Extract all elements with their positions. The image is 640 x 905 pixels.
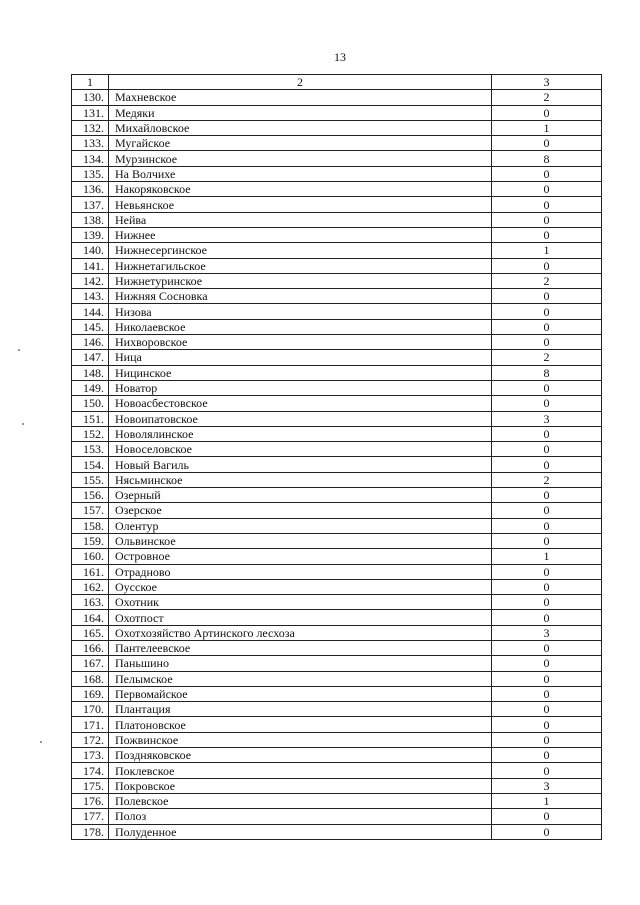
row-number: 142. (72, 273, 109, 288)
row-value: 0 (492, 488, 602, 503)
table-row (72, 166, 602, 181)
row-name: Нихворовское (109, 335, 492, 350)
header-row (72, 75, 602, 90)
table-row (72, 778, 602, 793)
row-number: 168. (72, 671, 109, 686)
row-value: 2 (492, 472, 602, 487)
row-name: Полоз (109, 809, 492, 824)
row-value: 0 (492, 380, 602, 395)
table-row (72, 549, 602, 564)
row-name: Новатор (109, 380, 492, 395)
row-number: 152. (72, 426, 109, 441)
table-row (72, 518, 602, 533)
row-name: Озерское (109, 503, 492, 518)
row-name: Олентур (109, 518, 492, 533)
table-row (72, 243, 602, 258)
row-number: 151. (72, 411, 109, 426)
row-name: Пожвинское (109, 732, 492, 747)
row-name: Поклевское (109, 763, 492, 778)
row-number: 166. (72, 640, 109, 655)
row-value: 8 (492, 151, 602, 166)
table-row (72, 503, 602, 518)
row-value: 0 (492, 717, 602, 732)
data-table (71, 74, 602, 840)
row-number: 172. (72, 732, 109, 747)
row-name: Ольвинское (109, 533, 492, 548)
row-value: 1 (492, 793, 602, 808)
table-row (72, 579, 602, 594)
row-value: 0 (492, 824, 602, 839)
row-name: Первомайское (109, 686, 492, 701)
row-value: 0 (492, 289, 602, 304)
header-col-1: 1 (72, 75, 109, 90)
row-value: 0 (492, 304, 602, 319)
table-row (72, 426, 602, 441)
row-value: 0 (492, 335, 602, 350)
row-name: Пелымское (109, 671, 492, 686)
row-name: На Волчихе (109, 166, 492, 181)
row-value: 0 (492, 457, 602, 472)
row-number: 174. (72, 763, 109, 778)
row-number: 170. (72, 702, 109, 717)
row-name: Мурзинское (109, 151, 492, 166)
row-value: 0 (492, 319, 602, 334)
scan-speck (40, 741, 42, 743)
row-number: 171. (72, 717, 109, 732)
row-name: Нижнетуринское (109, 273, 492, 288)
table-row (72, 457, 602, 472)
table-row (72, 273, 602, 288)
scan-speck (18, 349, 20, 351)
row-number: 145. (72, 319, 109, 334)
table-row (72, 335, 602, 350)
row-number: 141. (72, 258, 109, 273)
scan-speck (22, 423, 24, 425)
table-row (72, 350, 602, 365)
row-value: 3 (492, 411, 602, 426)
table-row (72, 748, 602, 763)
row-value: 0 (492, 396, 602, 411)
table-row (72, 304, 602, 319)
row-value: 0 (492, 610, 602, 625)
row-name: Новоселовское (109, 442, 492, 457)
row-value: 0 (492, 518, 602, 533)
row-number: 164. (72, 610, 109, 625)
row-value: 3 (492, 625, 602, 640)
row-value: 2 (492, 90, 602, 105)
row-value: 3 (492, 778, 602, 793)
table-row (72, 793, 602, 808)
table-row (72, 396, 602, 411)
row-number: 161. (72, 564, 109, 579)
row-value: 1 (492, 243, 602, 258)
table-row (72, 702, 602, 717)
row-name: Новоипатовское (109, 411, 492, 426)
table-header (72, 75, 602, 90)
table-row (72, 319, 602, 334)
row-value: 0 (492, 136, 602, 151)
table-row (72, 656, 602, 671)
row-name: Нейва (109, 212, 492, 227)
row-name: Покровское (109, 778, 492, 793)
table-row (72, 227, 602, 242)
row-value: 0 (492, 595, 602, 610)
row-number: 153. (72, 442, 109, 457)
row-number: 147. (72, 350, 109, 365)
table-row (72, 564, 602, 579)
row-number: 160. (72, 549, 109, 564)
row-value: 0 (492, 732, 602, 747)
row-value: 0 (492, 166, 602, 181)
row-number: 137. (72, 197, 109, 212)
row-number: 165. (72, 625, 109, 640)
row-value: 0 (492, 809, 602, 824)
table-row (72, 365, 602, 380)
row-value: 2 (492, 350, 602, 365)
row-number: 146. (72, 335, 109, 350)
row-value: 0 (492, 227, 602, 242)
row-number: 156. (72, 488, 109, 503)
row-name: Оусское (109, 579, 492, 594)
table-row (72, 686, 602, 701)
row-number: 173. (72, 748, 109, 763)
table-row (72, 717, 602, 732)
table-row (72, 610, 602, 625)
table-row (72, 625, 602, 640)
row-name: Новолялинское (109, 426, 492, 441)
row-value: 0 (492, 702, 602, 717)
row-value: 8 (492, 365, 602, 380)
row-number: 134. (72, 151, 109, 166)
row-number: 148. (72, 365, 109, 380)
row-value: 0 (492, 212, 602, 227)
table-row (72, 472, 602, 487)
row-name: Озерный (109, 488, 492, 503)
page-number: 13 (334, 50, 346, 64)
table-row (72, 90, 602, 105)
row-value: 0 (492, 748, 602, 763)
table-row (72, 671, 602, 686)
row-name: Платоновское (109, 717, 492, 732)
row-name: Нижнетагильское (109, 258, 492, 273)
row-number: 176. (72, 793, 109, 808)
table-body (72, 90, 602, 840)
row-number: 136. (72, 182, 109, 197)
row-name: Ницинское (109, 365, 492, 380)
table-row (72, 120, 602, 135)
row-number: 177. (72, 809, 109, 824)
row-name: Отрадново (109, 564, 492, 579)
row-name: Медяки (109, 105, 492, 120)
row-name: Полуденное (109, 824, 492, 839)
header-col-2: 2 (109, 75, 492, 90)
table-row (72, 182, 602, 197)
row-number: 131. (72, 105, 109, 120)
row-name: Островное (109, 549, 492, 564)
table-row (72, 380, 602, 395)
row-number: 133. (72, 136, 109, 151)
row-number: 155. (72, 472, 109, 487)
row-number: 175. (72, 778, 109, 793)
row-value: 1 (492, 120, 602, 135)
row-number: 132. (72, 120, 109, 135)
row-value: 1 (492, 549, 602, 564)
row-name: Михайловское (109, 120, 492, 135)
table-row (72, 533, 602, 548)
table-row (72, 732, 602, 747)
row-value: 0 (492, 182, 602, 197)
row-name: Низова (109, 304, 492, 319)
row-number: 163. (72, 595, 109, 610)
row-value: 0 (492, 533, 602, 548)
table-row (72, 488, 602, 503)
row-value: 0 (492, 258, 602, 273)
row-number: 167. (72, 656, 109, 671)
row-name: Охотхозяйство Артинского лесхоза (109, 625, 492, 640)
table-row (72, 197, 602, 212)
row-name: Новоасбестовское (109, 396, 492, 411)
row-value: 0 (492, 763, 602, 778)
table-row (72, 442, 602, 457)
row-name: Ница (109, 350, 492, 365)
row-number: 135. (72, 166, 109, 181)
row-number: 144. (72, 304, 109, 319)
row-name: Охотпост (109, 610, 492, 625)
row-number: 158. (72, 518, 109, 533)
row-name: Нижнее (109, 227, 492, 242)
row-name: Нижнесергинское (109, 243, 492, 258)
row-name: Плантация (109, 702, 492, 717)
row-name: Пантелеевское (109, 640, 492, 655)
row-name: Охотник (109, 595, 492, 610)
row-number: 149. (72, 380, 109, 395)
table-row (72, 258, 602, 273)
row-name: Новый Вагиль (109, 457, 492, 472)
row-number: 139. (72, 227, 109, 242)
row-number: 157. (72, 503, 109, 518)
table-row (72, 824, 602, 839)
row-name: Поздняковское (109, 748, 492, 763)
row-value: 0 (492, 426, 602, 441)
row-value: 0 (492, 442, 602, 457)
row-number: 159. (72, 533, 109, 548)
row-value: 0 (492, 197, 602, 212)
row-value: 0 (492, 564, 602, 579)
row-name: Нясьминское (109, 472, 492, 487)
row-value: 2 (492, 273, 602, 288)
table-row (72, 640, 602, 655)
row-name: Нижняя Сосновка (109, 289, 492, 304)
row-name: Мугайское (109, 136, 492, 151)
table-row (72, 212, 602, 227)
row-value: 0 (492, 656, 602, 671)
row-name: Махневское (109, 90, 492, 105)
row-number: 169. (72, 686, 109, 701)
row-value: 0 (492, 579, 602, 594)
row-number: 150. (72, 396, 109, 411)
row-number: 162. (72, 579, 109, 594)
row-number: 138. (72, 212, 109, 227)
row-value: 0 (492, 105, 602, 120)
row-value: 0 (492, 640, 602, 655)
row-number: 140. (72, 243, 109, 258)
row-value: 0 (492, 503, 602, 518)
table-row (72, 136, 602, 151)
row-name: Паньшино (109, 656, 492, 671)
table-row (72, 151, 602, 166)
row-number: 143. (72, 289, 109, 304)
row-value: 0 (492, 671, 602, 686)
table-row (72, 289, 602, 304)
row-number: 178. (72, 824, 109, 839)
row-value: 0 (492, 686, 602, 701)
table-row (72, 809, 602, 824)
row-name: Полевское (109, 793, 492, 808)
header-col-3: 3 (492, 75, 602, 90)
row-name: Невьянское (109, 197, 492, 212)
row-name: Николаевское (109, 319, 492, 334)
table-row (72, 595, 602, 610)
row-number: 154. (72, 457, 109, 472)
table-row (72, 763, 602, 778)
table-row (72, 411, 602, 426)
table-row (72, 105, 602, 120)
row-name: Накоряковское (109, 182, 492, 197)
row-number: 130. (72, 90, 109, 105)
